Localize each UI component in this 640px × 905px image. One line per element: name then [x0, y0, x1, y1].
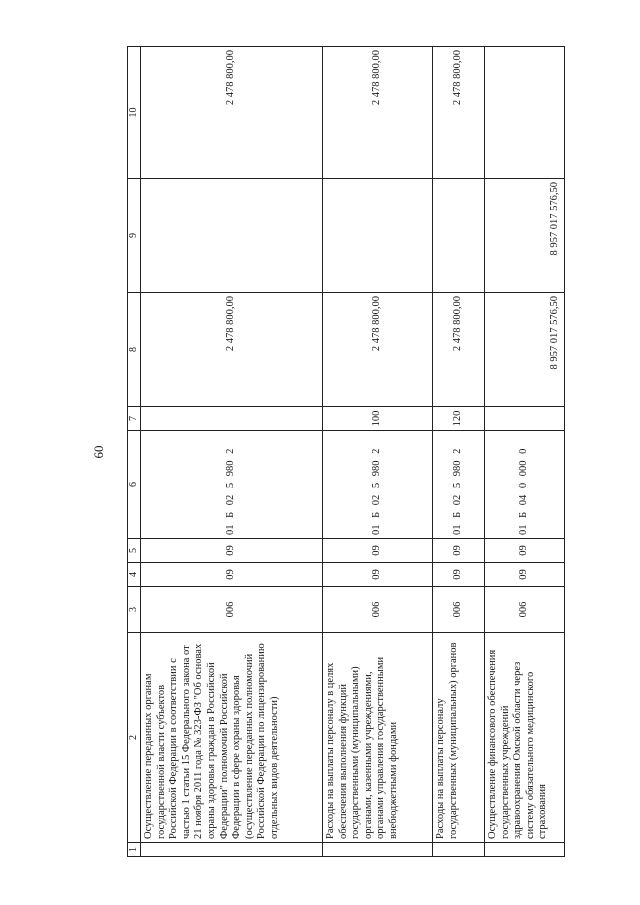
- expense-type-code: 120: [433, 407, 485, 431]
- expense-type-code: 100: [323, 407, 433, 431]
- amount-col10: 2 478 800,00: [323, 47, 433, 179]
- header-row: [128, 47, 141, 857]
- row-index-cell: [433, 843, 485, 857]
- table-row: [323, 47, 433, 857]
- col-header-3: 3: [128, 587, 141, 633]
- budget-table: [127, 46, 565, 857]
- section-code: 09: [141, 563, 323, 587]
- subsection-code: 09: [485, 539, 565, 563]
- section-code: 09: [433, 563, 485, 587]
- col-header-1: 1: [128, 843, 141, 857]
- amount-col9: [141, 179, 323, 293]
- col-header-8: 8: [128, 293, 141, 407]
- col-header-10: 10: [128, 47, 141, 179]
- target-article-code: 01 Б 02 5 980 2: [323, 431, 433, 539]
- section-code: 09: [485, 563, 565, 587]
- col-header-2: 2: [128, 633, 141, 843]
- target-article-code: 01 Б 02 5 980 2: [141, 431, 323, 539]
- target-article-code: 01 Б 02 5 980 2: [433, 431, 485, 539]
- page-number: 60: [91, 445, 106, 459]
- ministry-code: 006: [485, 587, 565, 633]
- table-row: [433, 47, 485, 857]
- ministry-code: 006: [433, 587, 485, 633]
- section-code: 09: [323, 563, 433, 587]
- subsection-code: 09: [433, 539, 485, 563]
- amount-col10: [485, 47, 565, 179]
- amount-col10: 2 478 800,00: [141, 47, 323, 179]
- row-index-cell: [485, 843, 565, 857]
- amount-col9: [433, 179, 485, 293]
- col-header-7: 7: [128, 407, 141, 431]
- rotated-page: [85, 47, 561, 857]
- col-header-6: 6: [128, 431, 141, 539]
- col-header-9: 9: [128, 179, 141, 293]
- row-index-cell: [323, 843, 433, 857]
- subsection-code: 09: [323, 539, 433, 563]
- table-row: [141, 47, 323, 857]
- description-cell: Осуществление переданных органам государственной власти субъектов Российской Федерации в соответствии с частью 1 статьи 15 Федерального закона от 21 ноября 2011 года № 323-ФЗ "Об основах охраны здоровья граждан в Российской Федерации" полномочий Российской Федерации в сфере охраны здоровья (осуществление переданных полномочий Российской Федерации по лицензированию отдельных видов деятельности): [141, 633, 323, 843]
- col-header-4: 4: [128, 563, 141, 587]
- subsection-code: 09: [141, 539, 323, 563]
- expense-type-code: [141, 407, 323, 431]
- description-cell: Осуществление финансового обеспечения государственных учреждений здравоохранения Омской области через систему обязательного медицинского страхования: [485, 633, 565, 843]
- description-cell: Расходы на выплаты персоналу государственных (муниципальных) органов: [433, 633, 485, 843]
- amount-col8: 8 957 017 576,50: [485, 293, 565, 407]
- col-header-5: 5: [128, 539, 141, 563]
- amount-col8: 2 478 800,00: [433, 293, 485, 407]
- amount-col9: [323, 179, 433, 293]
- expense-type-code: [485, 407, 565, 431]
- description-cell: Расходы на выплаты персоналу в целях обеспечения выполнения функций государственными (муниципальными) органами, казенными учреждениями, органами управления государственными внебюджетными фондами: [323, 633, 433, 843]
- target-article-code: 01 Б 04 0 000 0: [485, 431, 565, 539]
- ministry-code: 006: [141, 587, 323, 633]
- amount-col8: 2 478 800,00: [141, 293, 323, 407]
- row-index-cell: [141, 843, 323, 857]
- amount-col10: 2 478 800,00: [433, 47, 485, 179]
- amount-col8: 2 478 800,00: [323, 293, 433, 407]
- amount-col9: 8 957 017 576,50: [485, 179, 565, 293]
- table-row: [485, 47, 565, 857]
- ministry-code: 006: [323, 587, 433, 633]
